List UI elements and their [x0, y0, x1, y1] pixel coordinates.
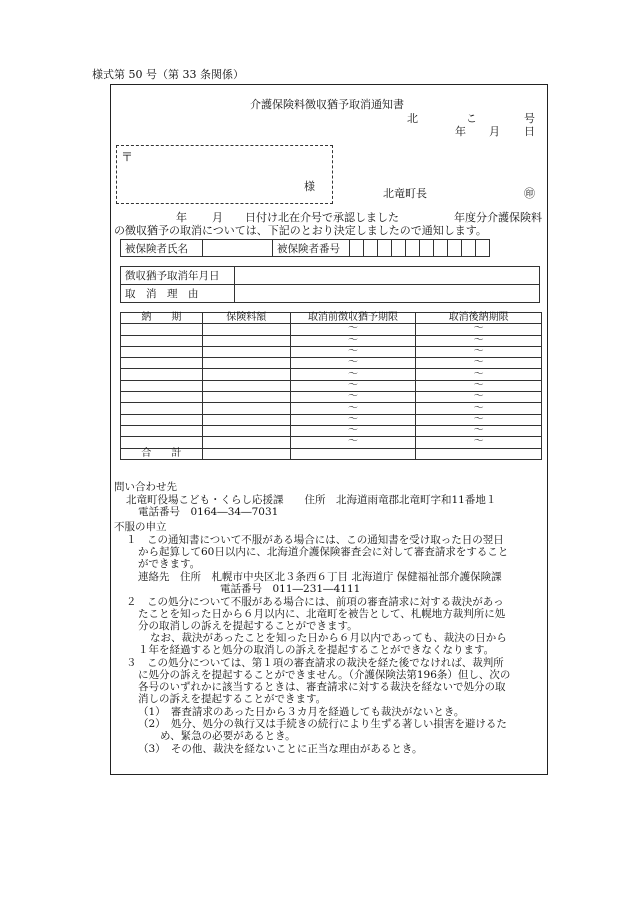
- empty-cell: [202, 403, 290, 414]
- insured-name-value: [203, 240, 273, 257]
- table-row: [121, 369, 542, 380]
- appeal-p1-line-4: 連絡先 住所 札幌市中央区北３条西６丁目 北海道庁 保健福祉部介護保険課: [138, 571, 502, 583]
- empty-cell: [121, 369, 203, 380]
- total-row: [121, 448, 542, 459]
- appeal-p1-line-2: から起算して60日以内に、北海道介護保険審査会に対して審査請求をすること: [138, 546, 509, 558]
- empty-cell: [202, 425, 290, 436]
- appeal-heading: 不服の申立: [114, 521, 167, 533]
- number-mid: こ: [466, 112, 477, 125]
- appeal-item-1: （1） 審査請求のあった日から３カ月を経過しても裁決がないとき。: [138, 706, 465, 718]
- empty-cell: [416, 448, 542, 459]
- empty-cell: [202, 380, 290, 391]
- date-year: 年: [455, 125, 466, 138]
- empty-cell: [121, 346, 203, 357]
- tilde-cell: ～: [416, 335, 542, 346]
- empty-cell: [121, 380, 203, 391]
- empty-cell: [121, 414, 203, 425]
- appeal-item-3: （3） その他、裁決を経ないことに正当な理由があるとき。: [138, 743, 423, 755]
- tilde-cell: ～: [416, 403, 542, 414]
- table-row: [121, 403, 542, 414]
- tilde-cell: ～: [416, 358, 542, 369]
- empty-cell: [121, 425, 203, 436]
- recipient-honorific: 様: [304, 180, 315, 193]
- empty-cell: [202, 392, 290, 403]
- empty-cell: [121, 324, 203, 335]
- empty-cell: [202, 358, 290, 369]
- table-row: [121, 437, 542, 448]
- number-prefix: 北: [407, 112, 418, 125]
- appeal-p2-line-2: たことを知った日から６月以内に、北竜町を被告として、札幌地方裁判所に処: [138, 608, 506, 620]
- tilde-cell: ～: [416, 369, 542, 380]
- table-row: [121, 425, 542, 436]
- appeal-item-2-line-2: め、緊急の必要があるとき。: [160, 730, 296, 742]
- tilde-cell: ～: [416, 346, 542, 357]
- tilde-cell: ～: [290, 437, 416, 448]
- table-row: [121, 324, 542, 335]
- tilde-cell: ～: [416, 324, 542, 335]
- table-row: [121, 392, 542, 403]
- issuer-name: 北竜町長: [383, 187, 427, 200]
- intro-year: 年: [176, 211, 187, 224]
- date-month: 月: [489, 125, 500, 138]
- empty-cell: [202, 414, 290, 425]
- appeal-p1-line-1: １ この通知書について不服がある場合には、この通知書を受け取った日の翌日: [126, 534, 504, 546]
- cancel-reason-label: 取 消 理 由: [121, 285, 235, 303]
- col-amount: 保険料額: [202, 313, 290, 324]
- col-due: 納 期: [121, 313, 203, 324]
- number-suffix: 号: [524, 112, 535, 125]
- insured-number-label: 被保険者番号: [273, 240, 350, 257]
- cancel-date-label: 徴収猶予取消年月日: [121, 267, 235, 285]
- table-row: [121, 335, 542, 346]
- contact-heading: 問い合わせ先: [114, 481, 177, 493]
- empty-cell: [202, 437, 290, 448]
- tilde-cell: ～: [416, 392, 542, 403]
- contact-line-2: 電話番号 0164―34―7031: [138, 506, 279, 518]
- col-after-limit: 取消後納期限: [416, 313, 542, 324]
- form-label: 様式第 50 号（第 33 条関係）: [92, 68, 244, 81]
- empty-cell: [202, 369, 290, 380]
- appeal-p3-line-3: 各号のいずれかに該当するときは、審査請求に対する裁決を経ないで処分の取: [138, 681, 506, 693]
- payment-table: [120, 312, 542, 460]
- tilde-cell: ～: [290, 403, 416, 414]
- empty-cell: [202, 335, 290, 346]
- tilde-cell: ～: [290, 425, 416, 436]
- empty-cell: [121, 392, 203, 403]
- empty-cell: [202, 324, 290, 335]
- tilde-cell: ～: [290, 335, 416, 346]
- tilde-cell: ～: [416, 425, 542, 436]
- appeal-p3-line-2: に処分の訴えを提起することができません。（介護保険法第196条）但し、次の: [138, 669, 511, 681]
- tilde-cell: ～: [290, 358, 416, 369]
- tilde-cell: ～: [290, 380, 416, 391]
- appeal-p3-line-1: ３ この処分については、第１項の審査請求の裁決を経た後でなければ、裁判所: [126, 657, 504, 669]
- appeal-p1-line-5: 電話番号 011―231―4111: [220, 583, 361, 595]
- empty-cell: [121, 437, 203, 448]
- tilde-cell: ～: [290, 369, 416, 380]
- cancellation-table: [120, 266, 540, 303]
- table-row: [121, 414, 542, 425]
- appeal-p3-line-4: 消しの訴えを提起することができます。: [138, 693, 327, 705]
- tilde-cell: ～: [290, 324, 416, 335]
- appeal-p1-line-3: ができます。: [138, 558, 201, 570]
- appeal-p2-line-5: １年を経過すると処分の取消しの訴えを提起することができなくなります。: [138, 644, 495, 656]
- empty-cell: [202, 346, 290, 357]
- tilde-cell: ～: [416, 414, 542, 425]
- insured-name-label: 被保険者氏名: [121, 240, 203, 257]
- intro-text-1: 日付け北在介号で承認しました: [245, 211, 399, 224]
- date-day: 日: [524, 125, 535, 138]
- total-label: 合 計: [121, 448, 203, 459]
- tilde-cell: ～: [290, 414, 416, 425]
- tilde-cell: ～: [416, 437, 542, 448]
- appeal-p2-line-1: ２ この処分について不服がある場合には、前項の審査請求に対する裁決があっ: [126, 596, 504, 608]
- intro-text-2: の徴収猶予の取消については、下記のとおり決定しましたので通知します。: [114, 224, 487, 237]
- empty-cell: [121, 403, 203, 414]
- appeal-item-2-line-1: （2） 処分、処分の執行又は手続きの続行により生ずる著しい損害を避けるた: [138, 718, 507, 730]
- cancel-reason-value: [235, 285, 540, 303]
- tilde-cell: ～: [416, 380, 542, 391]
- appeal-p2-line-4: なお、裁決があったことを知った日から６月以内であっても、裁決の日から: [150, 632, 507, 644]
- empty-cell: [290, 448, 416, 459]
- table-row: [121, 346, 542, 357]
- intro-month: 月: [212, 211, 223, 224]
- empty-cell: [202, 448, 290, 459]
- cancel-date-value: [235, 267, 540, 285]
- insured-table: [120, 239, 490, 257]
- col-before-limit: 取消前徴収猶予期限: [290, 313, 416, 324]
- table-row: [121, 358, 542, 369]
- tilde-cell: ～: [290, 346, 416, 357]
- address-box: [116, 145, 333, 204]
- document-title: 介護保険料徴収猶予取消通知書: [250, 98, 404, 111]
- intro-fiscal: 年度分介護保険料: [454, 211, 542, 224]
- tilde-cell: ～: [290, 392, 416, 403]
- empty-cell: [121, 335, 203, 346]
- contact-line-1: 北竜町役場こども・くらし応援課 住所 北海道雨竜郡北竜町字和11番地１: [126, 494, 497, 506]
- appeal-p2-line-3: 分の取消しの訴えを提起することができます。: [138, 620, 358, 632]
- postal-mark: 〒: [121, 150, 134, 164]
- seal-mark: ㊞: [524, 187, 535, 200]
- empty-cell: [121, 358, 203, 369]
- table-row: [121, 380, 542, 391]
